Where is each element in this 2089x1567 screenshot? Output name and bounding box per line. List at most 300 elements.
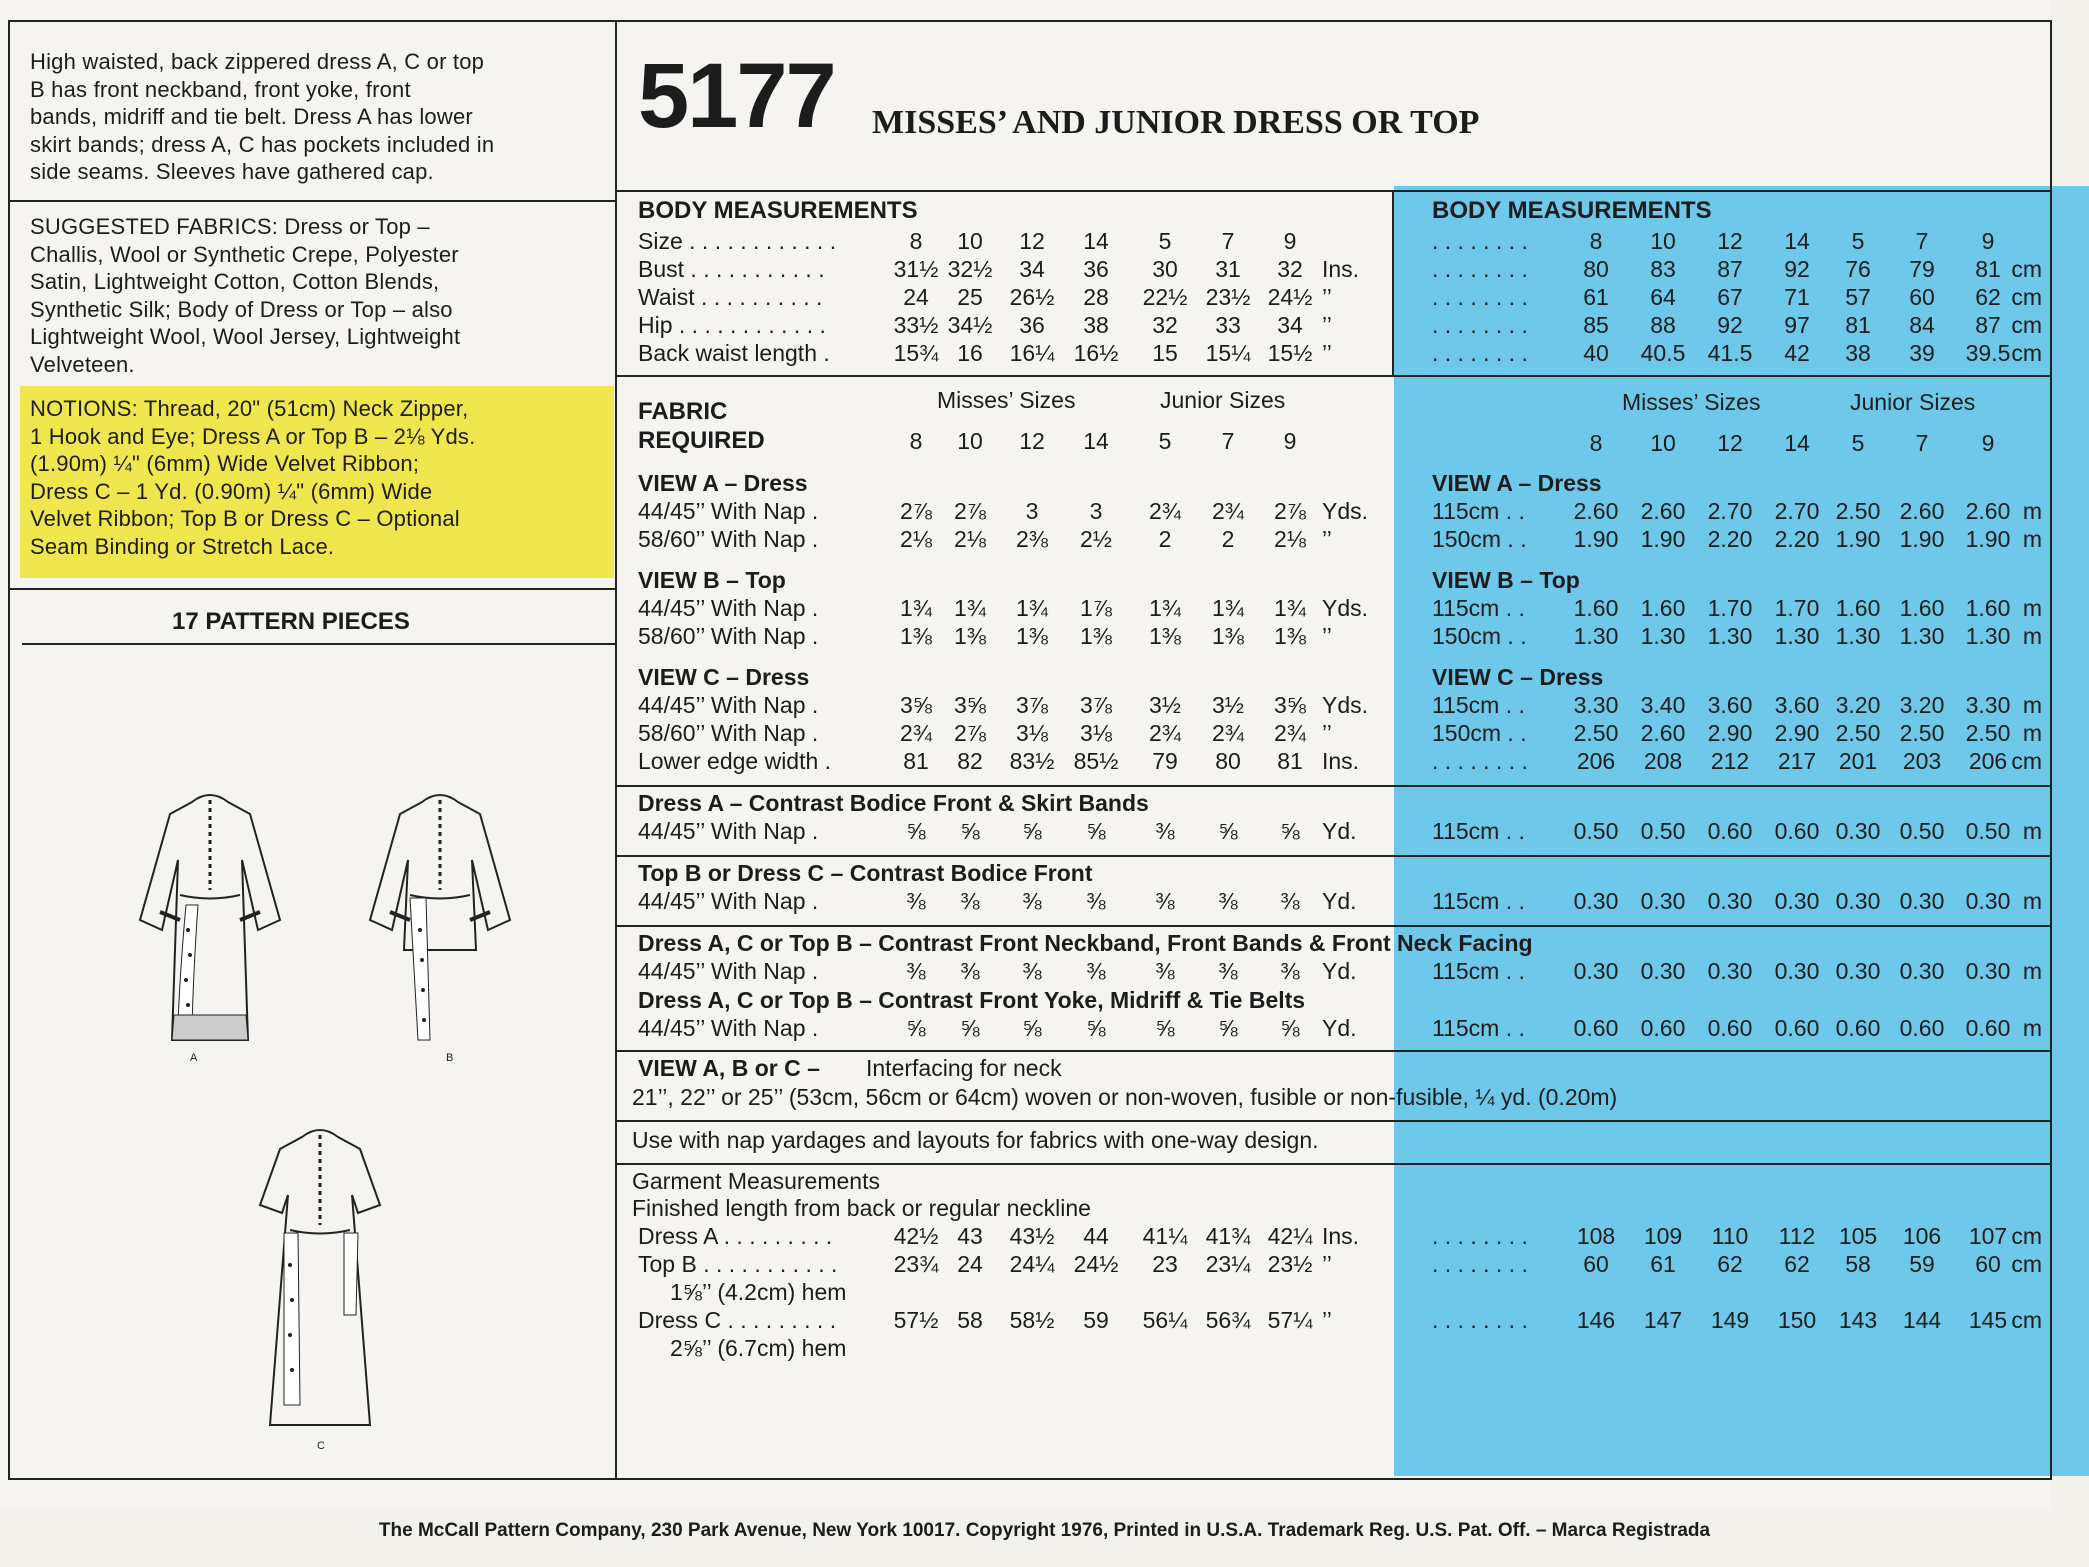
value-inches: 1⅜ [1080, 623, 1112, 649]
metric-row-label: 150cm . . [1432, 623, 1527, 649]
value-metric: 62 [1717, 1251, 1743, 1277]
metric-view-title: VIEW B – Top [1432, 567, 1580, 593]
value-inches: 30 [1152, 256, 1178, 282]
value-metric: 60 [1909, 284, 1935, 310]
value-inches: ⅝ [1218, 818, 1238, 844]
value-metric: 147 [1643, 1307, 1683, 1333]
divider [8, 200, 615, 202]
divider [615, 1120, 2052, 1122]
value-metric: 62 [1784, 1251, 1810, 1277]
value-inches: ⅝ [1022, 818, 1042, 844]
metric-unit-label: cm [2011, 256, 2042, 282]
value-inches: 1¾ [900, 595, 932, 621]
value-inches: 1¾ [1149, 595, 1181, 621]
unit-label: ’’ [1322, 1251, 1332, 1277]
value-inches: 10 [957, 228, 983, 254]
metric-row-label: . . . . . . . . [1432, 228, 1528, 254]
value-inches: 3⅝ [954, 692, 986, 718]
row-label: 58/60’’ With Nap . [638, 623, 819, 649]
value-inches: 2¾ [1274, 720, 1306, 746]
metric-unit-label: m [2022, 888, 2042, 914]
value-inches: 57¼ [1267, 1307, 1313, 1333]
metric-unit-label: m [2022, 1015, 2042, 1041]
value-inches: 24½ [1073, 1251, 1119, 1277]
value-inches: 16¼ [1009, 340, 1055, 366]
fabric-heading: FABRIC [638, 398, 728, 425]
row-label: 44/45’’ With Nap . [638, 692, 819, 718]
value-metric: 0.50 [1640, 818, 1686, 844]
value-inches: 3 [1089, 498, 1103, 524]
value-inches: 24¼ [1009, 1251, 1055, 1277]
misses-sizes-label: Misses’ Sizes [937, 387, 1076, 413]
value-inches: 33½ [893, 312, 939, 338]
value-inches: ⅝ [1022, 1015, 1042, 1041]
value-inches: 22½ [1142, 284, 1188, 310]
value-metric: 85 [1583, 312, 1609, 338]
value-inches: 28 [1083, 284, 1109, 310]
value-metric: 105 [1838, 1223, 1878, 1249]
value-metric: 206 [1576, 748, 1616, 774]
row-label: 44/45’’ With Nap . [638, 1015, 819, 1041]
metric-unit-label: m [2022, 526, 2042, 552]
garment-heading: Garment Measurements [632, 1168, 880, 1194]
value-metric: 0.50 [1899, 818, 1945, 844]
metric-row-label: 115cm . . [1432, 818, 1525, 844]
contrast-title: Top B or Dress C – Contrast Bodice Front [638, 860, 1093, 886]
value-metric: 7 [1915, 228, 1929, 254]
row-label: Bust . . . . . . . . . . . [638, 256, 825, 282]
notions-line: Velvet Ribbon; Top B or Dress C – Optional [30, 506, 460, 531]
value-metric: 212 [1710, 748, 1750, 774]
value-metric: 1.30 [1640, 623, 1686, 649]
pattern-title: MISSES’ AND JUNIOR DRESS OR TOP [872, 104, 1480, 141]
value-metric: 0.30 [1965, 958, 2011, 984]
value-metric: 0.30 [1573, 888, 1619, 914]
row-label: 44/45’’ With Nap . [638, 595, 819, 621]
value-inches: ⅝ [1218, 1015, 1238, 1041]
value-inches: ⅜ [1280, 958, 1300, 984]
value-inches: 59 [1083, 1307, 1109, 1333]
value-metric: 1.30 [1835, 623, 1881, 649]
value-inches: 42½ [893, 1223, 939, 1249]
value-inches: 56¾ [1205, 1307, 1251, 1333]
column-divider [615, 20, 617, 1480]
value-metric: 2.60 [1573, 498, 1619, 524]
description [30, 48, 595, 186]
value-inches: 36 [1083, 256, 1109, 282]
value-metric: 0.60 [1899, 1015, 1945, 1041]
value-metric: 0.60 [1640, 1015, 1686, 1041]
value-inches: ⅜ [1086, 958, 1106, 984]
body-measurements-heading: BODY MEASUREMENTS [638, 197, 918, 224]
value-metric: 41.5 [1707, 340, 1753, 366]
value-inches: 7 [1221, 228, 1235, 254]
value-metric: 2.70 [1707, 498, 1753, 524]
row-label: Top B . . . . . . . . . . . [638, 1251, 838, 1277]
size-header: 9 [1283, 428, 1297, 454]
row-label: Dress C . . . . . . . . . [638, 1307, 837, 1333]
metric-row-label: . . . . . . . . [1432, 284, 1528, 310]
metric-row-label: 115cm . . [1432, 888, 1525, 914]
value-inches: ⅜ [1218, 888, 1238, 914]
fabrics-line: SUGGESTED FABRICS: Dress or Top – [30, 214, 430, 239]
value-inches: 2½ [1080, 526, 1112, 552]
value-metric: 0.60 [1774, 818, 1820, 844]
value-inches: 16 [957, 340, 983, 366]
value-metric: 5 [1851, 228, 1865, 254]
value-inches: 34 [1277, 312, 1303, 338]
value-metric: 57 [1845, 284, 1871, 310]
unit-label: ’’ [1322, 340, 1332, 366]
unit-label: Ins. [1322, 1223, 1360, 1249]
metric-row-label: . . . . . . . . [1432, 256, 1528, 282]
value-inches: 24 [957, 1251, 983, 1277]
value-inches: 3½ [1212, 692, 1244, 718]
value-inches: 31 [1215, 256, 1241, 282]
value-metric: 71 [1784, 284, 1810, 310]
value-metric: 0.50 [1965, 818, 2011, 844]
value-inches: ⅜ [906, 958, 926, 984]
value-metric: 0.30 [1899, 888, 1945, 914]
value-metric: 67 [1717, 284, 1743, 310]
fabrics-line: Challis, Wool or Synthetic Crepe, Polyester [30, 241, 459, 267]
value-inches: ⅝ [960, 818, 980, 844]
value-metric: 1.60 [1965, 595, 2011, 621]
value-inches: 3⅝ [900, 692, 932, 718]
value-inches: 9 [1283, 228, 1297, 254]
suggested-fabrics [30, 213, 595, 378]
value-inches: ⅜ [1280, 888, 1300, 914]
value-metric: 60 [1583, 1251, 1609, 1277]
value-inches: 41¾ [1205, 1223, 1251, 1249]
value-metric: 0.30 [1835, 958, 1881, 984]
value-inches: 1⅞ [1080, 595, 1112, 621]
metric-junior-sizes-label: Junior Sizes [1850, 389, 1976, 415]
value-inches: 14 [1083, 228, 1109, 254]
value-inches: ⅝ [906, 818, 926, 844]
value-metric: 143 [1838, 1307, 1878, 1333]
metric-view-title: VIEW A – Dress [1432, 470, 1602, 496]
divider [615, 1050, 2052, 1052]
metric-row-label: 150cm . . [1432, 526, 1527, 552]
value-metric: 8 [1589, 228, 1603, 254]
value-metric: 81 [1845, 312, 1871, 338]
value-metric: 203 [1902, 748, 1942, 774]
metric-unit-label: m [2022, 958, 2042, 984]
metric-size-header: 14 [1784, 430, 1810, 456]
metric-unit-label: m [2022, 692, 2042, 718]
value-inches: 56¼ [1142, 1307, 1188, 1333]
value-metric: 80 [1583, 256, 1609, 282]
description-line: High waisted, back zippered dress A, C or top [30, 49, 485, 74]
value-metric: 3.60 [1707, 692, 1753, 718]
value-inches: 1⅜ [954, 623, 986, 649]
value-inches: ⅜ [1155, 888, 1175, 914]
figure-label-b: B [446, 1052, 454, 1064]
footer: The McCall Pattern Company, 230 Park Avenue, New York 10017. Copyright 1976, Printed in U.S.A. Trademark Reg. U.S. Pat. Off. – Marca Registrada [378, 1520, 1711, 1541]
value-inches: 3⅞ [1016, 692, 1048, 718]
value-metric: 1.90 [1965, 526, 2011, 552]
value-metric: 1.30 [1707, 623, 1753, 649]
value-inches: 2¾ [1212, 720, 1244, 746]
value-inches: 23¾ [893, 1251, 939, 1277]
value-metric: 2.60 [1965, 498, 2011, 524]
divider [615, 855, 2052, 857]
value-inches: 2⅛ [954, 526, 986, 552]
value-inches: 36 [1019, 312, 1045, 338]
value-inches: 80 [1215, 748, 1241, 774]
hem-c: 2⅝’’ (6.7cm) hem [670, 1335, 847, 1361]
value-metric: 1.70 [1774, 595, 1820, 621]
value-inches: 2⅛ [900, 526, 932, 552]
value-metric: 145 [1968, 1307, 2008, 1333]
value-inches: ⅝ [1086, 1015, 1106, 1041]
value-inches: 2¾ [900, 720, 932, 746]
metric-unit-label: cm [2011, 1251, 2042, 1277]
view-c-dress-illustration [240, 1115, 400, 1445]
value-inches: 79 [1152, 748, 1178, 774]
metric-unit-label: cm [2011, 284, 2042, 310]
value-inches: ⅜ [1155, 958, 1175, 984]
notions-line: Seam Binding or Stretch Lace. [30, 533, 335, 559]
row-label: Back waist length . [638, 340, 830, 366]
value-inches: 2 [1221, 526, 1235, 552]
value-metric: 1.90 [1640, 526, 1686, 552]
value-metric: 60 [1975, 1251, 2001, 1277]
row-label: 44/45’’ With Nap . [638, 818, 819, 844]
value-metric: 2.20 [1774, 526, 1820, 552]
view-a-dress-illustration [130, 780, 290, 1060]
divider [22, 643, 615, 645]
value-inches: ⅝ [906, 1015, 926, 1041]
metric-row-label: . . . . . . . . [1432, 1223, 1528, 1249]
metric-size-header: 12 [1717, 430, 1743, 456]
value-inches: 3⅛ [1016, 720, 1048, 746]
value-metric: 0.30 [1640, 958, 1686, 984]
value-metric: 1.90 [1835, 526, 1881, 552]
value-inches: 3⅞ [1080, 692, 1112, 718]
value-inches: 1⅜ [1212, 623, 1244, 649]
value-inches: 25 [957, 284, 983, 310]
value-metric: 0.60 [1707, 1015, 1753, 1041]
value-metric: 0.30 [1774, 958, 1820, 984]
unit-label: ’’ [1322, 720, 1332, 746]
value-metric: 9 [1981, 228, 1995, 254]
value-inches: ⅝ [1280, 818, 1300, 844]
value-metric: 39.5 [1965, 340, 2011, 366]
value-metric: 62 [1975, 284, 2001, 310]
row-label: 44/45’’ With Nap . [638, 958, 819, 984]
unit-label: ’’ [1322, 312, 1332, 338]
description-line: skirt bands; dress A, C has pockets included in [30, 131, 495, 157]
value-metric: 0.30 [1640, 888, 1686, 914]
value-inches: 23½ [1267, 1251, 1313, 1277]
garment-subheading: Finished length from back or regular neckline [632, 1195, 1091, 1221]
value-metric: 2.90 [1774, 720, 1820, 746]
value-inches: 2⅞ [954, 498, 986, 524]
value-inches: 2¾ [1212, 498, 1244, 524]
value-metric: 0.60 [1774, 1015, 1820, 1041]
row-label: 58/60’’ With Nap . [638, 720, 819, 746]
value-inches: ⅜ [906, 888, 926, 914]
value-metric: 2.50 [1965, 720, 2011, 746]
value-metric: 0.30 [1899, 958, 1945, 984]
metric-row-label: . . . . . . . . [1432, 748, 1528, 774]
notions-line: NOTIONS: Thread, 20" (51cm) Neck Zipper, [30, 396, 469, 421]
metric-size-header: 9 [1981, 430, 1995, 456]
value-inches: 41¼ [1142, 1223, 1188, 1249]
value-inches: 2¾ [1149, 498, 1181, 524]
metric-row-label: . . . . . . . . [1432, 1307, 1528, 1333]
value-metric: 2.20 [1707, 526, 1753, 552]
value-metric: 1.60 [1573, 595, 1619, 621]
value-inches: ⅜ [960, 888, 980, 914]
fabrics-line: Velveteen. [30, 351, 135, 377]
notions-line: (1.90m) ¼" (6mm) Wide Velvet Ribbon; [30, 451, 420, 476]
unit-label: ’’ [1322, 623, 1332, 649]
value-inches: 3⅛ [1080, 720, 1112, 746]
value-metric: 0.60 [1835, 1015, 1881, 1041]
value-inches: 2⅜ [1016, 526, 1048, 552]
value-inches: 34½ [947, 312, 993, 338]
value-metric: 2.50 [1573, 720, 1619, 746]
view-title: VIEW B – Top [638, 567, 786, 593]
value-inches: 32½ [947, 256, 993, 282]
value-metric: 144 [1902, 1307, 1942, 1333]
metric-row-label: 115cm . . [1432, 958, 1525, 984]
value-inches: 2⅛ [1274, 526, 1306, 552]
metric-row-label: . . . . . . . . [1432, 1251, 1528, 1277]
figure-label-a: A [190, 1052, 198, 1064]
metric-size-header: 10 [1650, 430, 1676, 456]
value-inches: 15 [1152, 340, 1178, 366]
metric-size-header: 5 [1851, 430, 1865, 456]
description-line: bands, midriff and tie belt. Dress A has lower [30, 104, 473, 129]
value-inches: 31½ [893, 256, 939, 282]
divider [615, 375, 2052, 377]
unit-label: Yd. [1322, 958, 1357, 984]
value-metric: 0.60 [1573, 1015, 1619, 1041]
value-inches: ⅜ [1155, 818, 1175, 844]
metric-unit-label: m [2022, 498, 2042, 524]
fabric-heading: REQUIRED [638, 427, 765, 454]
size-header: 10 [957, 428, 983, 454]
value-inches: 1⅜ [1016, 623, 1048, 649]
value-inches: 32 [1152, 312, 1178, 338]
value-inches: 15¾ [893, 340, 939, 366]
value-metric: 109 [1643, 1223, 1683, 1249]
value-metric: 201 [1838, 748, 1878, 774]
value-inches: 57½ [893, 1307, 939, 1333]
metric-unit-label: cm [2011, 340, 2042, 366]
value-metric: 2.60 [1899, 498, 1945, 524]
value-inches: 8 [909, 228, 923, 254]
value-metric: 0.30 [1835, 818, 1881, 844]
value-metric: 61 [1583, 284, 1609, 310]
value-inches: 82 [957, 748, 983, 774]
value-inches: 42¼ [1267, 1223, 1313, 1249]
value-metric: 38 [1845, 340, 1871, 366]
value-inches: 83½ [1009, 748, 1055, 774]
unit-label: Yd. [1322, 818, 1357, 844]
value-inches: 23¼ [1205, 1251, 1251, 1277]
row-label: 58/60’’ With Nap . [638, 526, 819, 552]
value-metric: 3.30 [1573, 692, 1619, 718]
metric-view-title: VIEW C – Dress [1432, 664, 1604, 690]
metric-unit-label: m [2022, 623, 2042, 649]
value-metric: 10 [1650, 228, 1676, 254]
value-metric: 92 [1784, 256, 1810, 282]
value-metric: 39 [1909, 340, 1935, 366]
divider [615, 1163, 2052, 1165]
value-metric: 3.60 [1774, 692, 1820, 718]
value-metric: 42 [1784, 340, 1810, 366]
metric-unit-label: cm [2011, 1223, 2042, 1249]
value-metric: 208 [1643, 748, 1683, 774]
value-metric: 1.70 [1707, 595, 1753, 621]
size-header: 7 [1221, 428, 1235, 454]
metric-row-label: 115cm . . [1432, 692, 1525, 718]
value-inches: 81 [1277, 748, 1303, 774]
value-metric: 1.60 [1835, 595, 1881, 621]
junior-sizes-label: Junior Sizes [1160, 387, 1286, 413]
unit-label: Yd. [1322, 888, 1357, 914]
metric-row-label: 150cm . . [1432, 720, 1527, 746]
value-inches: 2⅞ [954, 720, 986, 746]
value-inches: 58 [957, 1307, 983, 1333]
divider [615, 925, 2052, 927]
value-metric: 0.30 [1965, 888, 2011, 914]
value-metric: 0.50 [1573, 818, 1619, 844]
value-inches: 44 [1083, 1223, 1109, 1249]
value-metric: 61 [1650, 1251, 1676, 1277]
value-inches: 5 [1158, 228, 1172, 254]
metric-misses-sizes-label: Misses’ Sizes [1622, 389, 1761, 415]
value-metric: 81 [1975, 256, 2001, 282]
row-label: Waist . . . . . . . . . . [638, 284, 823, 310]
size-header: 8 [909, 428, 923, 454]
value-inches: ⅝ [960, 1015, 980, 1041]
notions [30, 395, 595, 560]
metric-size-header: 8 [1589, 430, 1603, 456]
value-metric: 206 [1968, 748, 2008, 774]
value-metric: 3.20 [1835, 692, 1881, 718]
value-inches: 81 [903, 748, 929, 774]
value-inches: 34 [1019, 256, 1045, 282]
value-metric: 150 [1777, 1307, 1817, 1333]
metric-unit-label: cm [2011, 1307, 2042, 1333]
row-label: Dress A . . . . . . . . . [638, 1223, 833, 1249]
value-inches: 38 [1083, 312, 1109, 338]
value-metric: 1.60 [1640, 595, 1686, 621]
value-inches: ⅝ [1155, 1015, 1175, 1041]
unit-label: Yds. [1322, 692, 1369, 718]
interfacing-title-rest: Interfacing for neck [866, 1055, 1062, 1081]
divider [615, 190, 2052, 192]
size-header: 12 [1019, 428, 1045, 454]
value-metric: 12 [1717, 228, 1743, 254]
unit-label: Yds. [1322, 595, 1369, 621]
metric-row-label: 115cm . . [1432, 498, 1525, 524]
value-metric: 108 [1576, 1223, 1616, 1249]
value-inches: 43 [957, 1223, 983, 1249]
fabrics-line: Synthetic Silk; Body of Dress or Top – also [30, 296, 453, 322]
value-inches: 3½ [1149, 692, 1181, 718]
unit-label: Yds. [1322, 498, 1369, 524]
value-metric: 0.30 [1707, 958, 1753, 984]
value-metric: 3.30 [1965, 692, 2011, 718]
metric-unit-label: cm [2011, 312, 2042, 338]
